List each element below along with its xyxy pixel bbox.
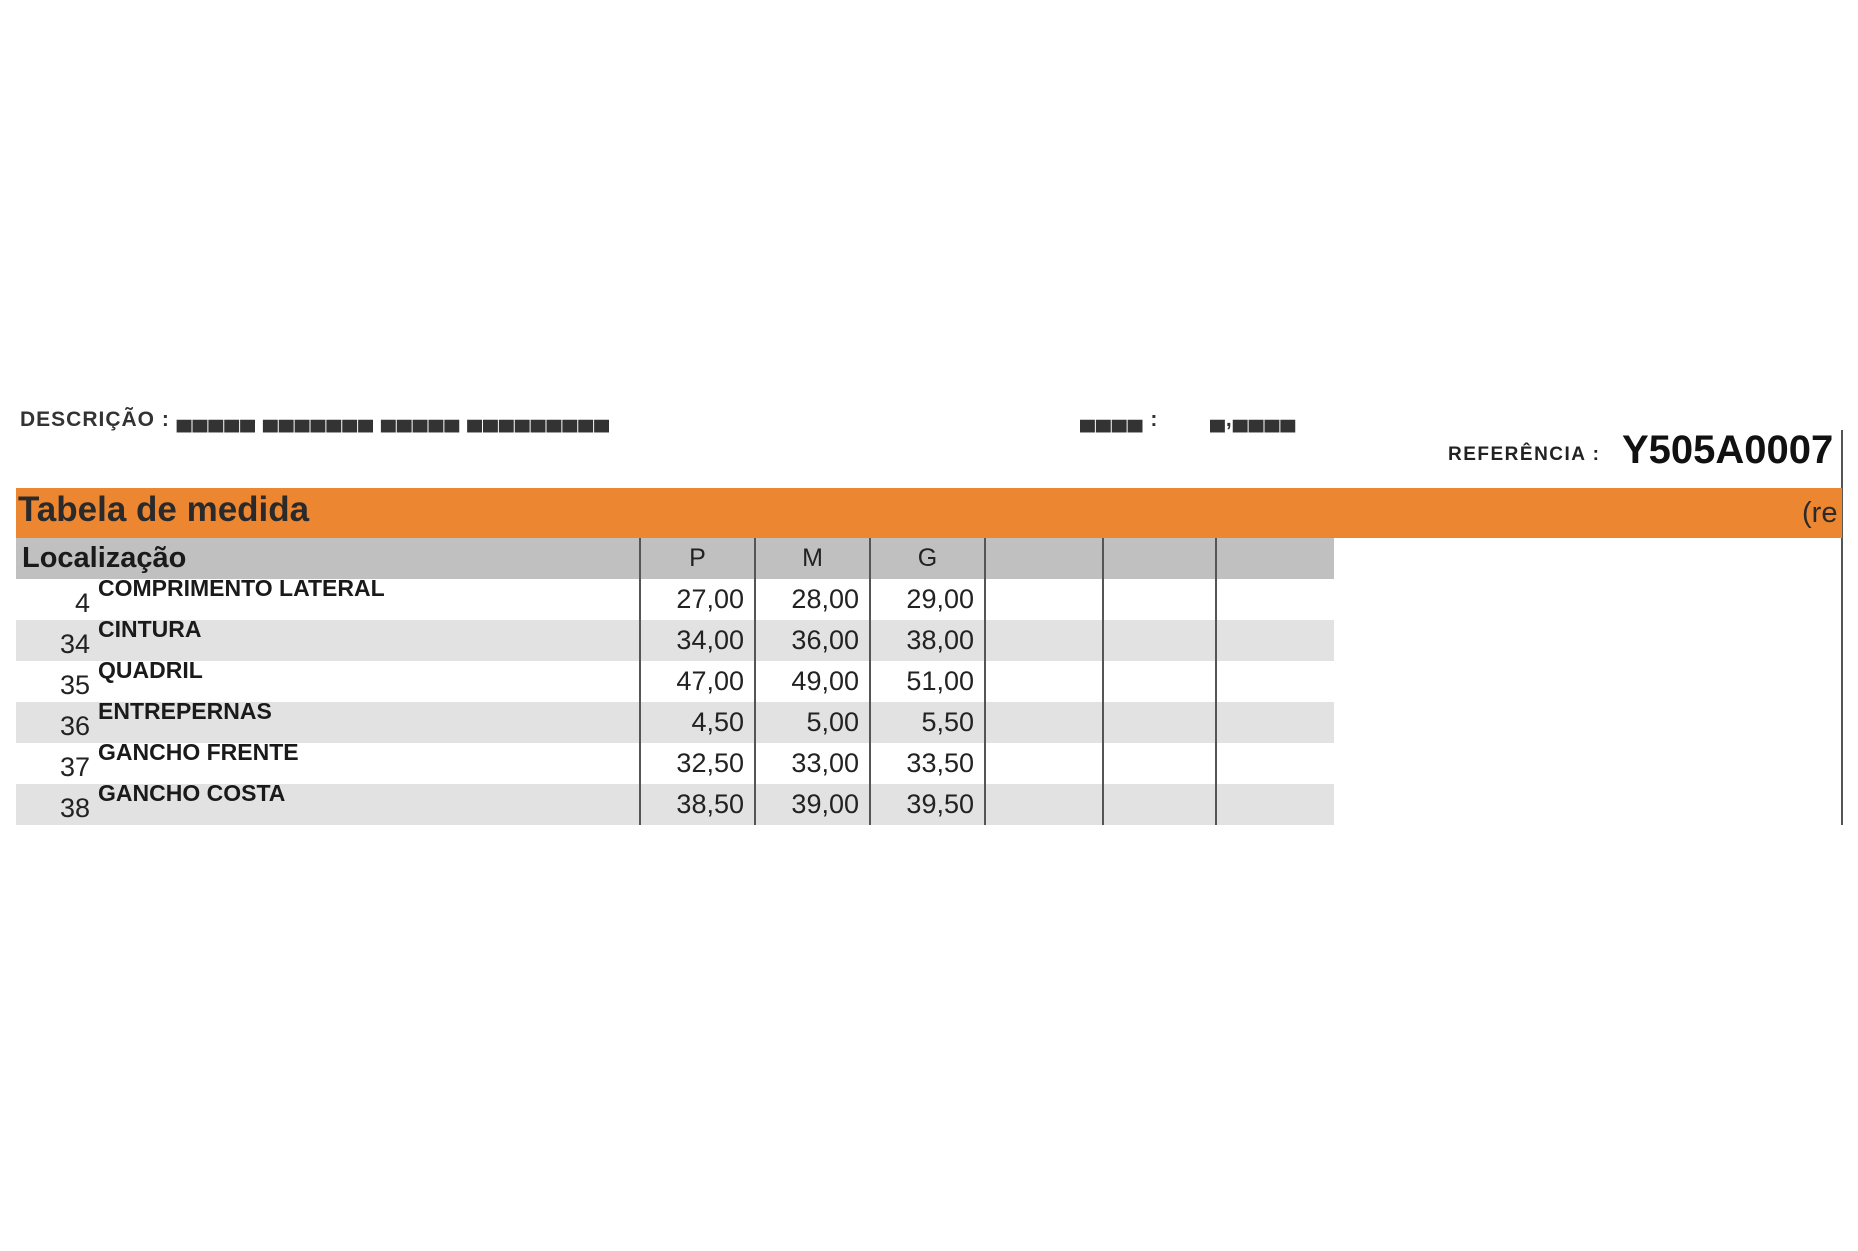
location-number: 36 xyxy=(59,711,90,741)
table-row xyxy=(16,620,1334,661)
value-cell-g: 51,00 xyxy=(870,661,985,702)
table-row xyxy=(16,784,1334,825)
location-cell xyxy=(16,780,640,825)
value-cell-empty xyxy=(985,702,1103,743)
value-cell-m: 5,00 xyxy=(755,702,870,743)
value-cell-empty xyxy=(1216,579,1334,620)
location-number: 37 xyxy=(59,752,90,782)
section-title: Tabela de medida xyxy=(18,490,310,529)
value-cell-empty xyxy=(985,743,1103,784)
location-name: ENTREPERNAS xyxy=(98,698,272,724)
column-header-m: M xyxy=(755,538,870,579)
location-name: GANCHO FRENTE xyxy=(98,739,299,765)
value-cell-m: 28,00 xyxy=(755,579,870,620)
column-header-localizacao: Localização xyxy=(16,538,640,579)
location-number: 35 xyxy=(59,670,90,700)
measurement-table xyxy=(16,538,1334,825)
table-row xyxy=(16,743,1334,784)
table-row xyxy=(16,702,1334,743)
column-header-p: P xyxy=(640,538,755,579)
section-header-bar xyxy=(16,488,1842,538)
value-cell-empty xyxy=(1103,661,1216,702)
value-cell-p: 47,00 xyxy=(640,661,755,702)
column-header-empty xyxy=(985,538,1103,579)
column-header-empty xyxy=(1103,538,1216,579)
value-cell-p: 34,00 xyxy=(640,620,755,661)
reference-value: Y505A0007 xyxy=(1622,428,1834,472)
value-cell-p: 27,00 xyxy=(640,579,755,620)
value-cell-empty xyxy=(1216,743,1334,784)
value-cell-empty xyxy=(985,579,1103,620)
clipped-description-line: DESCRIÇÃO : ▄▄▄▄▄ ▄▄▄▄▄▄▄ ▄▄▄▄▄ ▄▄▄▄▄▄▄▄▄ ▄▄▄▄ : ▄,▄▄▄▄ xyxy=(20,408,1297,431)
value-cell-g: 38,00 xyxy=(870,620,985,661)
value-cell-empty xyxy=(985,784,1103,825)
table-header-row xyxy=(16,538,1334,579)
location-cell xyxy=(16,657,640,702)
location-cell xyxy=(16,575,640,620)
value-cell-empty xyxy=(1103,784,1216,825)
value-cell-empty xyxy=(985,620,1103,661)
value-cell-empty xyxy=(1216,702,1334,743)
value-cell-empty xyxy=(1216,661,1334,702)
location-number: 4 xyxy=(74,588,90,618)
location-number: 34 xyxy=(59,629,90,659)
section-right-fragment: (re xyxy=(1802,497,1838,529)
location-cell xyxy=(16,739,640,784)
reference-label: REFERÊNCIA : xyxy=(1448,444,1601,465)
location-name: QUADRIL xyxy=(98,657,203,683)
value-cell-g: 39,50 xyxy=(870,784,985,825)
value-cell-g: 29,00 xyxy=(870,579,985,620)
value-cell-g: 5,50 xyxy=(870,702,985,743)
value-cell-m: 49,00 xyxy=(755,661,870,702)
value-cell-p: 4,50 xyxy=(640,702,755,743)
value-cell-empty xyxy=(1103,743,1216,784)
location-cell xyxy=(16,698,640,743)
location-name: COMPRIMENTO LATERAL xyxy=(98,575,385,601)
value-cell-empty xyxy=(1103,702,1216,743)
value-cell-empty xyxy=(985,661,1103,702)
value-cell-empty xyxy=(1103,620,1216,661)
location-name: CINTURA xyxy=(98,616,202,642)
column-header-empty xyxy=(1216,538,1334,579)
location-cell xyxy=(16,616,640,661)
value-cell-m: 39,00 xyxy=(755,784,870,825)
table-row xyxy=(16,579,1334,620)
column-header-g: G xyxy=(870,538,985,579)
location-number: 38 xyxy=(59,793,90,823)
value-cell-p: 32,50 xyxy=(640,743,755,784)
value-cell-p: 38,50 xyxy=(640,784,755,825)
value-cell-g: 33,50 xyxy=(870,743,985,784)
value-cell-empty xyxy=(1216,620,1334,661)
value-cell-empty xyxy=(1103,579,1216,620)
table-row xyxy=(16,661,1334,702)
value-cell-m: 36,00 xyxy=(755,620,870,661)
value-cell-m: 33,00 xyxy=(755,743,870,784)
location-name: GANCHO COSTA xyxy=(98,780,286,806)
value-cell-empty xyxy=(1216,784,1334,825)
